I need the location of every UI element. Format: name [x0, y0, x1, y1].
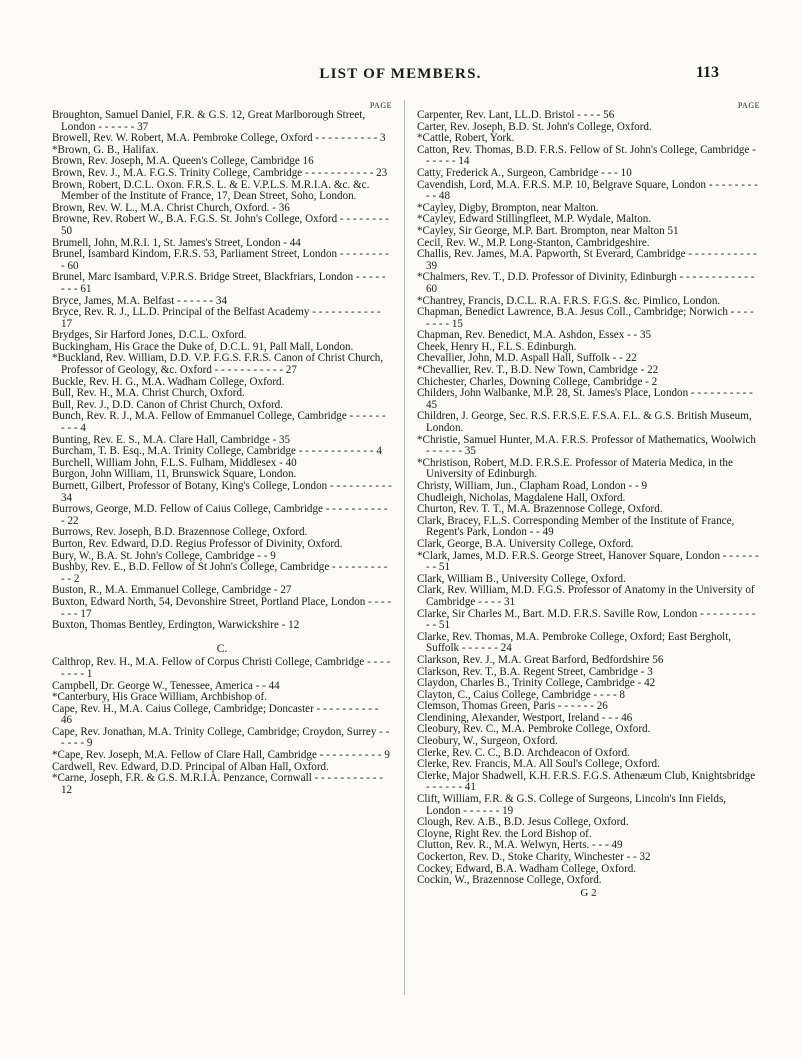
left-column: [52, 100, 392, 796]
page-column-label: PAGE: [737, 101, 760, 110]
member-entry: Bryce, James, M.A. Belfast - - - - - - 34: [52, 294, 227, 307]
member-entry: *Christison, Robert, M.D. F.R.S.E. Professor of Materia Medica, in the University of Edinburgh.: [417, 456, 733, 481]
entry-list-b: [52, 110, 392, 632]
member-entry: *Brown, G. B., Halifax.: [52, 143, 159, 156]
member-entry: Chapman, Rev. Benedict, M.A. Ashdon, Essex - - 35: [417, 329, 652, 342]
right-column: [417, 100, 760, 899]
member-entry: Browell, Rev. W. Robert, M.A. Pembroke College, Oxford - - - - - - - - - - 3: [52, 132, 386, 145]
member-entry: *Cattle, Robert, York.: [417, 132, 515, 145]
member-entry: Buckingham, His Grace the Duke of, D.C.L. 91, Pall Mall, London.: [52, 340, 354, 353]
member-entry: Bull, Rev. H., M.A. Christ Church, Oxford.: [52, 387, 245, 400]
entry-list-c-continued: [417, 110, 760, 887]
member-entry: Cleobury, Rev. C., M.A. Pembroke College, Oxford.: [417, 723, 651, 736]
member-entry: Clark, Bracey, F.L.S. Corresponding Member of the Institute of France, Regent's Park, London - - 49: [417, 514, 735, 539]
member-entry: Childers, John Walbanke, M.P. 28, St. James's Place, London - - - - - - - - - - 45: [417, 387, 753, 411]
member-entry: *Carne, Joseph, F.R. & G.S. M.R.I.A. Penzance, Cornwall - - - - - - - - - - - 12: [52, 772, 383, 796]
member-entry: Brydges, Sir Harford Jones, D.C.L. Oxford.: [52, 329, 247, 342]
member-entry: Burton, Rev. Edward, D.D. Regius Professor of Divinity, Oxford.: [52, 537, 343, 550]
member-entry: Clayton, C., Caius College, Cambridge - - - - 8: [417, 688, 625, 701]
member-entry: Claydon, Charles B., Trinity College, Cambridge - 42: [417, 677, 656, 690]
member-entry: Bunting, Rev. E. S., M.A. Clare Hall, Cambridge - 35: [52, 433, 291, 446]
member-entry: Challis, Rev. James, M.A. Papworth, St Everard, Cambridge - - - - - - - - - - - 39: [417, 248, 757, 272]
member-entry: Browne, Rev. Robert W., B.A. F.G.S. St. John's College, Oxford - - - - - - - - 50: [52, 213, 389, 237]
member-entry: *Cayley, Sir George, M.P. Bart. Brompton, near Malton 51: [417, 224, 679, 237]
member-entry: Bryce, Rev. R. J., LL.D. Principal of the Belfast Academy - - - - - - - - - - - 17: [52, 306, 381, 330]
member-entry: Clutton, Rev. R., M.A. Welwyn, Herts. - - - 49: [417, 839, 623, 852]
member-entry: *Chevallier, Rev. T., B.D. New Town, Cambridge - 22: [417, 364, 659, 377]
member-entry: Clarkson, Rev. T., B.A. Regent Street, Cambridge - 3: [417, 665, 653, 678]
member-entry: Clemson, Thomas Green, Paris - - - - - - 26: [417, 700, 608, 713]
member-entry: *Buckland, Rev. William, D.D. V.P. F.G.S. F.R.S. Canon of Christ Church, Professor of Geology, &c. Oxford - - - - - - - - - - - 27: [52, 352, 384, 377]
member-entry: Cockin, W., Brazennose College, Oxford.: [417, 874, 602, 887]
member-entry: Brumell, John, M.R.I. 1, St. James's Street, London - 44: [52, 236, 301, 249]
member-entry: *Chantrey, Francis, D.C.L. R.A. F.R.S. F.G.S. &c. Pimlico, London.: [417, 294, 721, 307]
member-entry: Bull, Rev. J., D.D. Canon of Christ Church, Oxford.: [52, 398, 284, 411]
member-entry: Buston, R., M.A. Emmanuel College, Cambridge - 27: [52, 584, 292, 597]
member-entry: Buxton, Edward North, 54, Devonshire Street, Portland Place, London - - - - - - - 17: [52, 595, 392, 620]
member-entry: Chapman, Benedict Lawrence, B.A. Jesus Coll., Cambridge; Norwich - - - - - - - - 15: [417, 306, 754, 330]
member-entry: Cloyne, Right Rev. the Lord Bishop of.: [417, 827, 592, 840]
member-entry: Christy, William, Jun., Clapham Road, London - - 9: [417, 480, 648, 492]
member-entry: Campbell, Dr. George W., Tenessee, America - - 44: [52, 679, 280, 692]
member-entry: Chichester, Charles, Downing College, Cambridge - 2: [417, 375, 658, 388]
page-number: 113: [695, 64, 719, 81]
member-entry: Carpenter, Rev. Lant, LL.D. Bristol - - - - 56: [417, 109, 615, 121]
member-entry: Clark, George, B.A. University College, Oxford.: [417, 537, 634, 550]
member-entry: Brown, Rev. Joseph, M.A. Queen's College, Cambridge 16: [52, 155, 314, 168]
member-entry: Clarke, Rev. Thomas, M.A. Pembroke College, Oxford; East Bergholt, Suffolk - - - - - - 24: [417, 630, 732, 655]
member-entry: Burcham, T. B. Esq., M.A. Trinity College, Cambridge - - - - - - - - - - - - 4: [52, 445, 382, 458]
member-entry: Burrows, Rev. Joseph, B.D. Brazennose College, Oxford.: [52, 526, 308, 539]
member-entry: Clarke, Sir Charles M., Bart. M.D. F.R.S. Saville Row, London - - - - - - - - - - - 51: [417, 607, 756, 632]
member-entry: *Christie, Samuel Hunter, M.A. F.R.S. Professor of Mathematics, Woolwich - - - - - - 35: [417, 433, 756, 458]
member-entry: *Chalmers, Rev. T., D.D. Professor of Divinity, Edinburgh - - - - - - - - - - - - 60: [417, 271, 755, 295]
member-entry: Children, J. George, Sec. R.S. F.R.S.E. F.S.A. F.L. & G.S. British Museum, London.: [417, 410, 752, 435]
member-entry: Buckle, Rev. H. G., M.A. Wadham College, Oxford.: [52, 375, 285, 388]
member-entry: *Cayley, Edward Stillingfleet, M.P. Wydale, Malton.: [417, 213, 652, 226]
page-column-label: PAGE: [369, 101, 392, 110]
member-entry: Bunch, Rev. R. J., M.A. Fellow of Emmanuel College, Cambridge - - - - - - - - - 4: [52, 410, 386, 435]
signature-mark: G 2: [580, 886, 597, 899]
member-entry: Cockey, Edward, B.A. Wadham College, Oxford.: [417, 862, 637, 875]
member-entry: Clark, William B., University College, Oxford.: [417, 572, 626, 585]
member-entry: Brunel, Marc Isambard, V.P.R.S. Bridge Street, Blackfriars, London - - - - - - - - 61: [52, 271, 386, 295]
member-entry: Cape, Rev. H., M.A. Caius College, Cambridge; Doncaster - - - - - - - - - - 46: [52, 702, 379, 727]
column-divider: [404, 100, 405, 995]
section-letter: C.: [216, 642, 228, 655]
member-entry: Cavendish, Lord, M.A. F.R.S. M.P. 10, Belgrave Square, London - - - - - - - - - - 48: [417, 178, 758, 203]
member-entry: Cardwell, Rev. Edward, D.D. Principal of Alban Hall, Oxford.: [52, 760, 329, 773]
member-entry: Clark, Rev. William, M.D. F.G.S. Professor of Anatomy in the University of Cambridge - - - - 31: [417, 584, 755, 608]
member-entry: Clift, William, F.R. & G.S. College of Surgeons, Lincoln's Inn Fields, London - - - - - - 19: [417, 793, 727, 817]
member-entry: Burnett, Gilbert, Professor of Botany, King's College, London - - - - - - - - - - 34: [52, 480, 392, 504]
member-entry: *Cape, Rev. Joseph, M.A. Fellow of Clare Hall, Cambridge - - - - - - - - - - 9: [52, 749, 390, 762]
member-entry: Chudleigh, Nicholas, Magdalene Hall, Oxford.: [417, 491, 626, 504]
member-entry: Brown, Robert, D.C.L. Oxon. F.R.S. L. & E. V.P.L.S. M.R.I.A. &c. &c. Member of the Institute of France, 17, Dean Street, Soho, London.: [52, 178, 370, 203]
member-entry: Burgon, John William, 11, Brunswick Square, London.: [52, 468, 297, 481]
member-entry: *Clark, James, M.D. F.R.S. George Street, Hanover Square, London - - - - - - - - 51: [417, 549, 759, 574]
member-entry: Cape, Rev. Jonathan, M.A. Trinity College, Cambridge; Croydon, Surrey - - - - - - 9: [52, 725, 390, 750]
member-entry: Brunel, Isambard Kindom, F.R.S. 53, Parliament Street, London - - - - - - - - - 60: [52, 248, 389, 272]
member-entry: Burchell, William John, F.L.S. Fulham, Middlesex - 40: [52, 456, 297, 469]
member-entry: Clendining, Alexander, Westport, Ireland - - - 46: [417, 711, 633, 724]
member-entry: Clerke, Rev. C. C., B.D. Archdeacon of Oxford.: [417, 746, 630, 759]
member-entry: *Canterbury, His Grace William, Archbishop of.: [52, 691, 267, 704]
member-entry: Calthrop, Rev. H., M.A. Fellow of Corpus Christi College, Cambridge - - - - - - - - 1: [52, 656, 391, 680]
member-entry: Bushby, Rev. E., B.D. Fellow of St John's College, Cambridge - - - - - - - - - - - 2: [52, 561, 388, 585]
member-entry: Buxton, Thomas Bentley, Erdington, Warwickshire - 12: [52, 619, 300, 632]
member-entry: Brown, Rev. W. L., M.A. Christ Church, Oxford. - 36: [52, 201, 290, 214]
member-entry: Brown, Rev. J., M.A. F.G.S. Trinity College, Cambridge - - - - - - - - - - - 23: [52, 166, 388, 179]
member-entry: Bury, W., B.A. St. John's College, Cambridge - - 9: [52, 549, 276, 562]
running-title: LIST OF MEMBERS.: [319, 66, 482, 82]
member-entry: Clerke, Rev. Francis, M.A. All Soul's College, Oxford.: [417, 758, 660, 771]
member-entry: Broughton, Samuel Daniel, F.R. & G.S. 12, Great Marlborough Street, London - - - - - - 37: [52, 109, 366, 133]
member-entry: Clerke, Major Shadwell, K.H. F.R.S. F.G.S. Athenæum Club, Knightsbridge - - - - - - 41: [417, 769, 756, 794]
member-entry: Clough, Rev. A.B., B.D. Jesus College, Oxford.: [417, 816, 629, 829]
member-entry: Catton, Rev. Thomas, B.D. F.R.S. Fellow of St. John's College, Cambridge - - - - - - 14: [417, 143, 756, 168]
member-entry: Catty, Frederick A., Surgeon, Cambridge - - - 10: [417, 166, 632, 179]
page-header: [0, 64, 801, 86]
member-entry: Burrows, George, M.D. Fellow of Caius College, Cambridge - - - - - - - - - - - 22: [52, 503, 388, 527]
member-entry: Cecil, Rev. W., M.P. Long-Stanton, Cambridgeshire.: [417, 236, 650, 249]
member-entry: *Cayley, Digby, Brompton, near Malton.: [417, 201, 599, 214]
member-entry: Clarkson, Rev. J., M.A. Great Barford, Bedfordshire 56: [417, 653, 664, 666]
member-entry: Chevallier, John, M.D. Aspall Hall, Suffolk - - 22: [417, 352, 637, 365]
member-entry: Cheek, Henry H., F.L.S. Edinburgh.: [417, 340, 577, 353]
member-entry: Churton, Rev. T. T., M.A. Brazennose College, Oxford.: [417, 503, 663, 516]
member-entry: Cleobury, W., Surgeon, Oxford.: [417, 735, 558, 748]
entry-list-c: [52, 657, 392, 796]
member-entry: Carter, Rev. Joseph, B.D. St. John's College, Oxford.: [417, 120, 652, 133]
member-entry: Cockerton, Rev. D., Stoke Charity, Winchester - - 32: [417, 851, 651, 863]
